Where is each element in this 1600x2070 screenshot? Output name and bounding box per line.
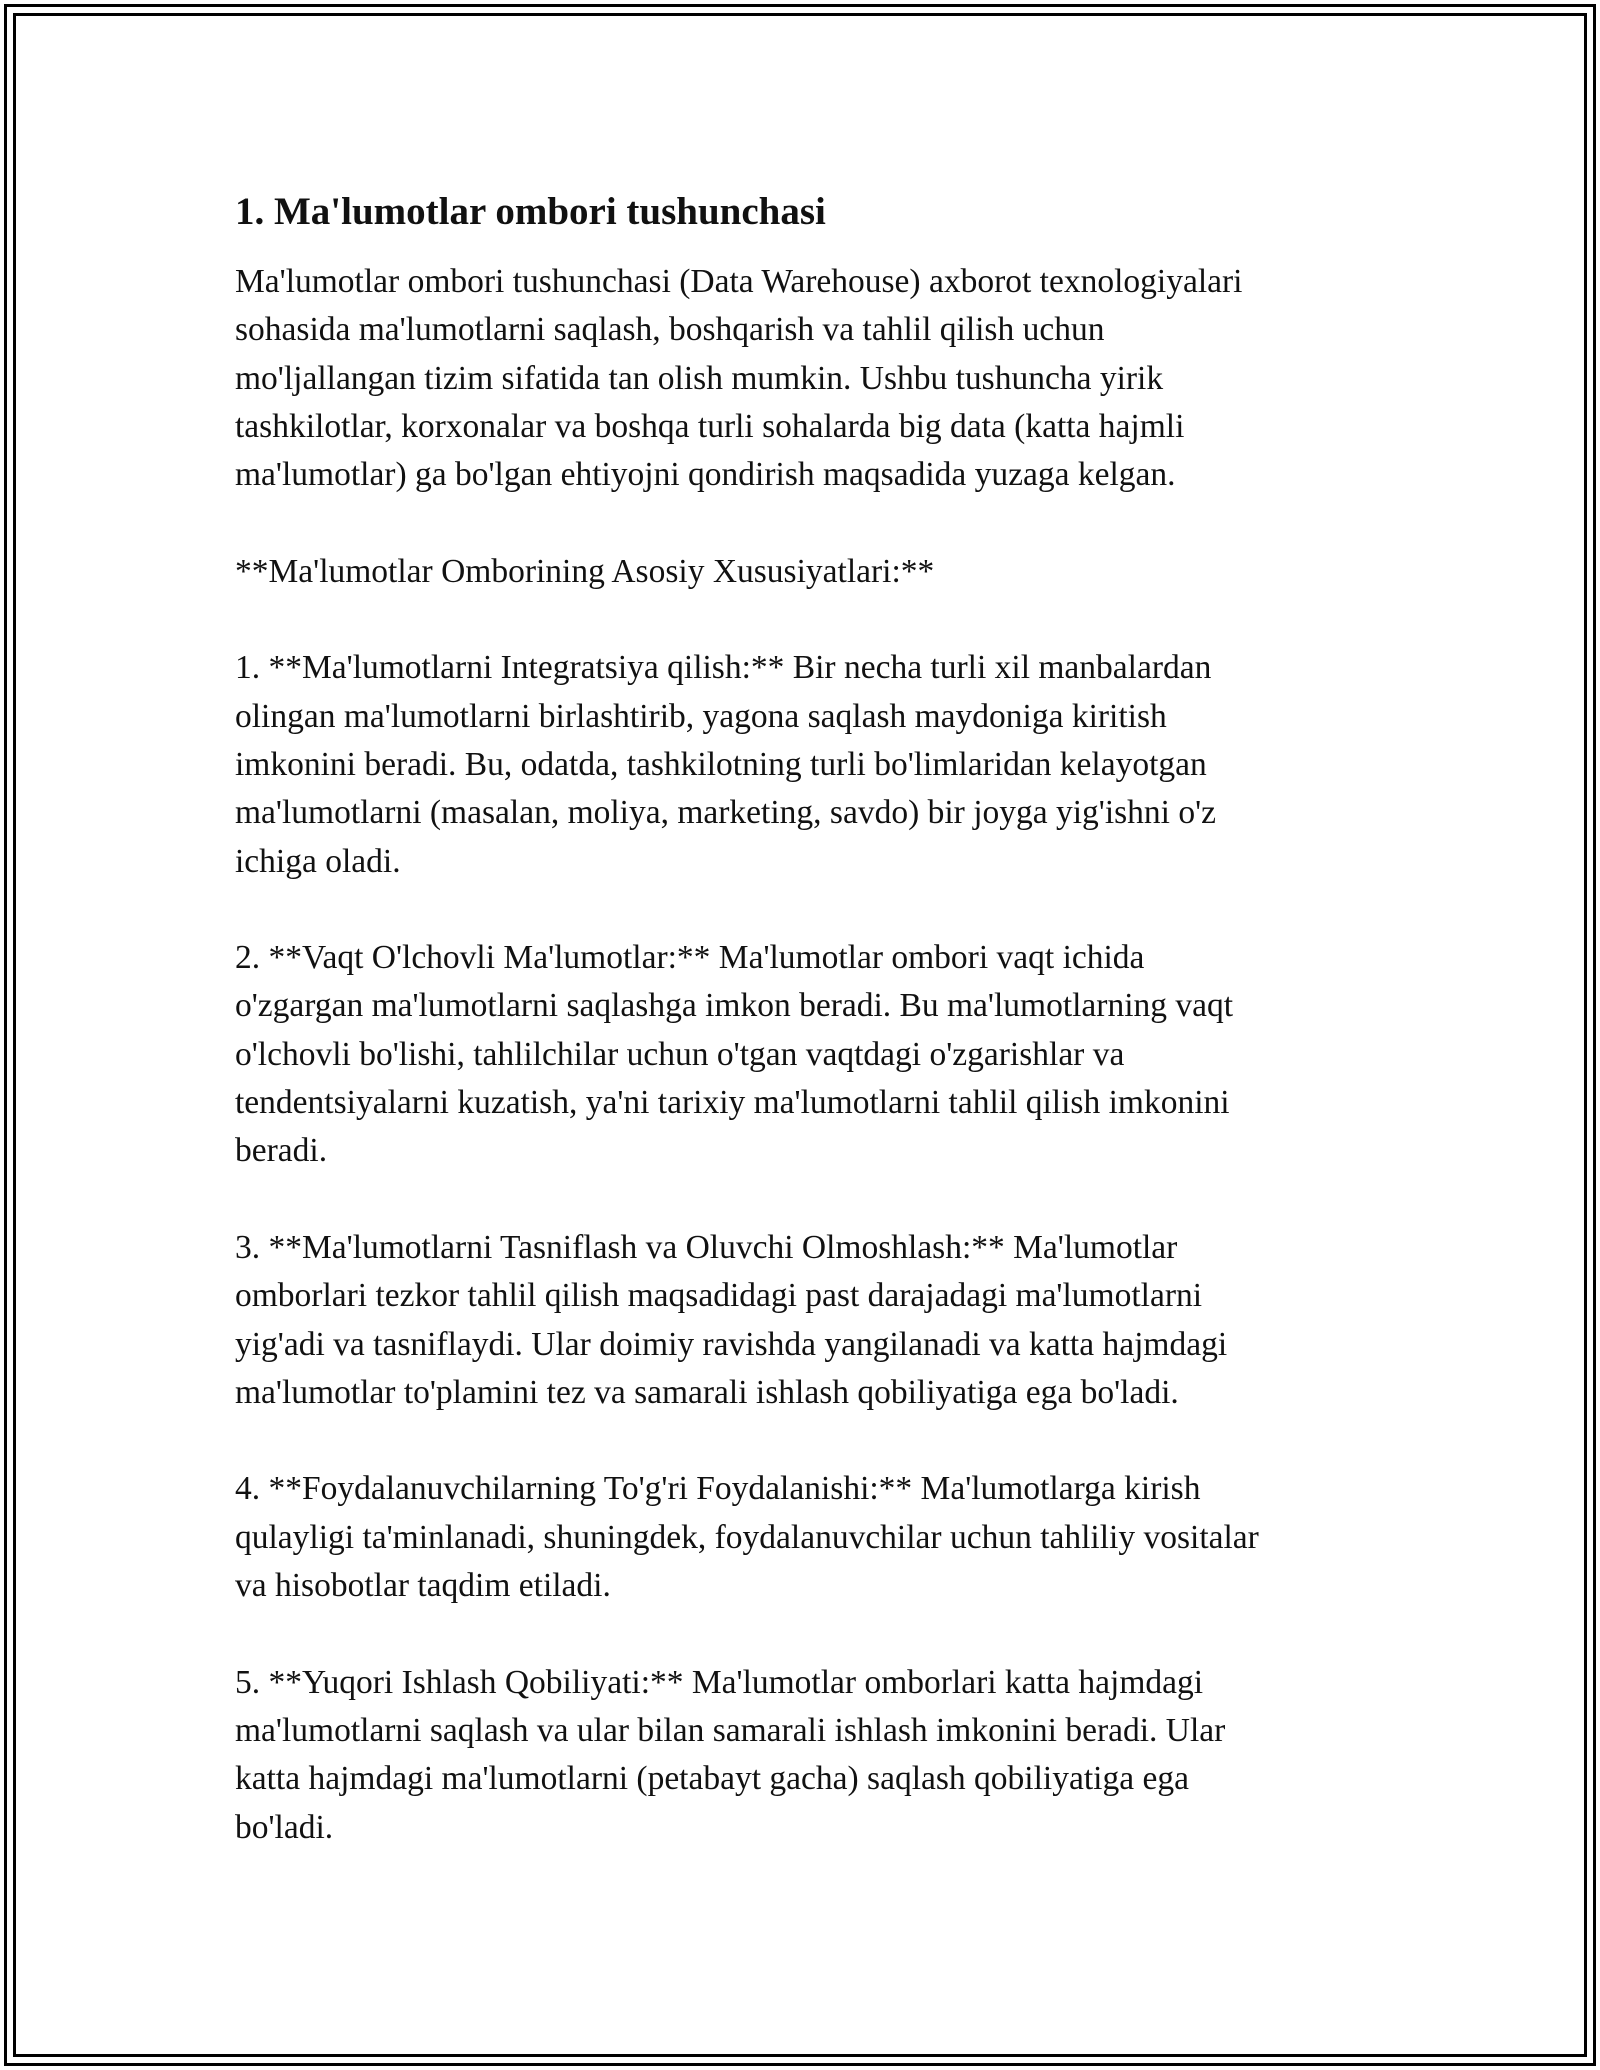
feature-item-5: 5. **Yuqori Ishlash Qobiliyati:** Ma'lumotlar omborlari katta hajmdagi ma'lumotlarni saqlash va ular bilan samarali ishlash imkonini beradi. Ular katta hajmdagi ma'lumotlarni (petabayt gacha) saqlash qobiliyatiga ega bo'ladi. [235,1663,1226,1846]
feature-item-4: 4. **Foydalanuvchilarning To'g'ri Foydalanishi:** Ma'lumotlarga kirish qulayligi ta'minlanadi, shuningdek, foydalanuvchilar uchun tahliliy vositalar va hisobotlar taqdim etiladi. [235,1470,1259,1605]
document-body [235,188,1365,1900]
intro-paragraph: Ma'lumotlar ombori tushunchasi (Data Warehouse) axborot texnologiyalari sohasida ma'lumotlarni saqlash, boshqarish va tahlil qilish uchun mo'ljallangan tizim sifatida tan olish mumkin. Ushbu tushuncha yirik tashkilotlar, korxonalar va boshqa turli sohalarda big data (katta hajmli ma'lumotlar) ga bo'lgan ehtiyojni qondirish maqsadida yuzaga kelgan. [235,263,1243,494]
document-title: 1. Ma'lumotlar ombori tushunchasi [235,190,826,233]
feature-item-3: 3. **Ma'lumotlarni Tasniflash va Oluvchi Olmoshlash:** Ma'lumotlar omborlari tezkor tahlil qilish maqsadidagi past darajadagi ma'lumotlarni yig'adi va tasniflaydi. Ular doimiy ravishda yangilanadi va katta hajmdagi ma'lumotlar to'plamini tez va samarali ishlash qobiliyatiga ega bo'ladi. [235,1228,1228,1411]
feature-item-2: 2. **Vaqt O'lchovli Ma'lumotlar:** Ma'lumotlar ombori vaqt ichida o'zgargan ma'lumotlarni saqlashga imkon beradi. Bu ma'lumotlarning vaqt o'lchovli bo'lishi, tahlilchilar uchun o'tgan vaqtdagi o'zgarishlar va tendentsiyalarni kuzatish, ya'ni tarixiy ma'lumotlarni tahlil qilish imkonini beradi. [235,939,1234,1170]
feature-item-1: 1. **Ma'lumotlarni Integratsiya qilish:** Bir necha turli xil manbalardan olingan ma'lumotlarni birlashtirib, yagona saqlash maydoniga kiritish imkonini beradi. Bu, odatda, tashkilotning turli bo'limlaridan kelayotgan ma'lumotlarni (masalan, moliya, marketing, savdo) bir joyga yig'ishni o'z ichiga oladi. [235,649,1217,880]
features-heading: **Ma'lumotlar Omborining Asosiy Xususiyatlari:** [235,552,935,590]
